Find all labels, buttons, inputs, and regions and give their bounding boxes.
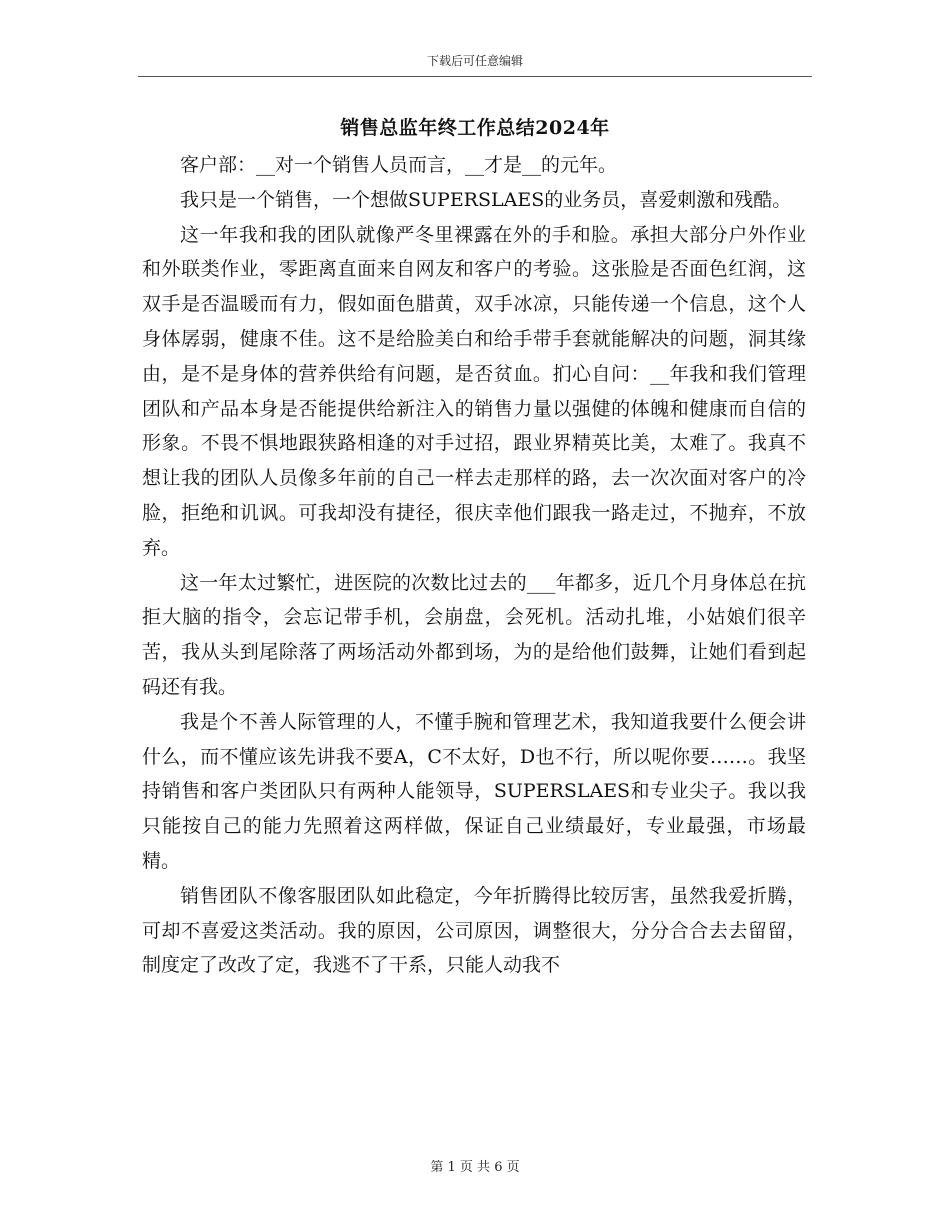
paragraph-1: 客户部：__对一个销售人员而言，__才是__的元年。 [180, 154, 618, 176]
header-divider [138, 76, 812, 77]
paragraph-3: 这一年我和我的团队就像严冬里裸露在外的手和脸。承担大部分户外作业和外联类作业，零距离直面来自网友和客户的考验。这张脸是否面色红润，这双手是否温暖而有力，假如面色腊黄，双手冰凉，只能传递一个信息，这个人身体孱弱，健康不佳。这不是给脸美白和给手带手套就能解决的问题，洞其缘由，是不是身体的营养供给有问题，是否贫血。扪心自问：__年我和我们管理团队和产品本身是否能提供给新注入的销售力量以强健的体魄和健康而自信的形象。不畏不惧地跟狭路相逢的对手过招，跟业界精英比美，太难了。我真不想让我的团队人员像多年前的自己一样去走那样的路，去一次次面对客户的冷脸，拒绝和讥讽。可我却没有捷径，很庆幸他们跟我一路走过，不抛弃，不放弃。 [142, 223, 806, 559]
paragraph-4: 这一年太过繁忙，进医院的次数比过去的___年都多，近几个月身体总在抗拒大脑的指令，会忘记带手机，会崩盘，会死机。活动扎堆，小姑娘们很辛苦，我从头到尾除落了两场活动外都到场，为的是给他们鼓舞，让她们看到起码还有我。 [142, 571, 806, 698]
document-body [142, 148, 806, 983]
paragraph-2: 我只是一个销售，一个想做SUPERSLAES的业务员，喜爱刺激和残酷。 [180, 188, 792, 211]
page-number: 第 1 页 共 6 页 [430, 1160, 520, 1175]
document-title: 销售总监年终工作总结2024年 [340, 117, 610, 139]
page-header: 下载后可任意编辑 [426, 54, 523, 68]
paragraph-6: 销售团队不像客服团队如此稳定，今年折腾得比较厉害，虽然我爱折腾，可却不喜爱这类活动。我的原因，公司原因，调整很大，分分合合去去留留，制度定了改改了定，我逃不了干系，只能人动我不 [142, 884, 806, 977]
paragraph-5: 我是个不善人际管理的人，不懂手腕和管理艺术，我知道我要什么便会讲什么，而不懂应该先讲我不要A，C不太好，D也不行，所以呢你要……。我坚持销售和客户类团队只有两种人能领导，SUPERSLAES和专业尖子。我以我只能按自己的能力先照着这两样做，保证自己业绩最好，专业最强，市场最精。 [142, 710, 806, 872]
